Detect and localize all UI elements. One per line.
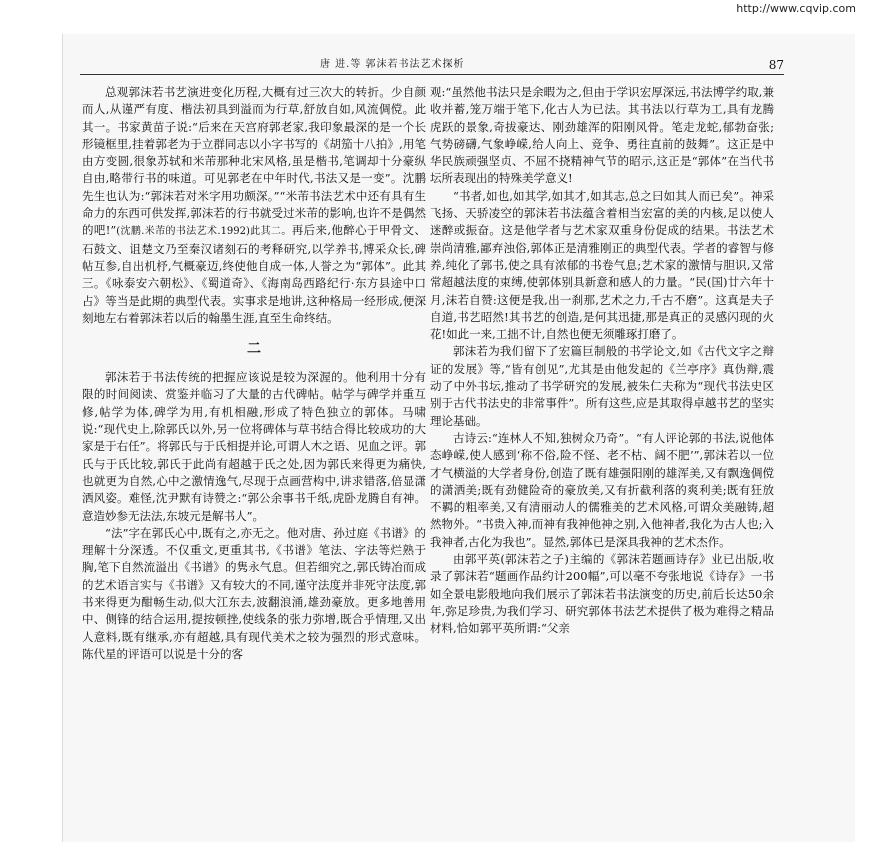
paragraph: 由郭平英(郭沫若之子)主编的《郭沫若题画诗存》业已出版,收录了郭沫若“题画作品约计200幅”,可以毫不夸张地说《诗存》一书如全景电影般地向我们展示了郭沫若书法演变的历史,前后长达50余年,弥足珍贵,为我们学习、研究郭体书法艺术提供了极为难得之精品材料,恰如郭平英所谓:“父亲 <box>430 552 774 636</box>
paragraph: 郭沫若为我们留下了宏篇巨制般的书学论文,如《古代文字之辩证的发展》等,“皆有创见”,尤其是由他发起的《兰亭序》真伪辩,震动了中外书坛,推动了书学研究的发展,被朱仁夫称为“现代书法史区别于古代书法史的非常事件”。所有这些,应是其取得卓越书艺的坚实理论基础。 <box>430 344 774 428</box>
page-number: 87 <box>768 58 784 72</box>
header-title: 唐 进.等 郭沫若书法艺术探析 <box>320 59 465 70</box>
paragraph: 古诗云:“连林人不知,独树众乃奇”。“有人评论郭的书法,说他体态峥嵘,使人感到‘称不俗,险不怪、老不枯、阔不肥’”,郭沫若以一位才气横溢的大学者身份,创造了既有雄强阳刚的雄浑美,又有飘逸倜傥的潇洒美;既有劲健险奇的豪放美,又有折截利落的爽利美;既有狂放不羁的粗率美,又有清丽动人的儒雅美的艺术风格,可谓众美融铸,超然物外。“书贵入神,而神有我神他神之别,入他神者,我化为古人也;入我神者,古化为我也”。显然,郭体已是深具我神的艺术杰作。 <box>430 430 774 549</box>
paragraph: 郭沫若于书法传统的把握应该说是较为深渥的。他利用十分有限的时间阅读、赏鉴并临习了大量的古代碑帖。帖学与碑学并重互修,帖学为体,碑学为用,有机相融,形成了特色独立的郭体。马啸说:“现代史上,除郭氏以外,另一位将碑体与草书结合得比较成功的大家是于右任”。将郭氏与于氏相提并论,可谓人木之语、见血之评。郭氏与于氏比较,郭氏于此尚有超越于氏之处,因为郭氏来得更为痛快,也就更为自然,心中之激情逸气,尽现于点画营构中,讲求错落,倍显潇洒风姿。难怪,沈尹默有诗赞之:“郭公余事书千纸,虎卧龙腾自有神。意造妙参无法法,东坡元是解书人”。 <box>82 370 426 523</box>
paragraph: 观:“虽然他书法只是余暇为之,但由于学识宏厚深远,书法博学约取,兼收并蓄,笼万端于笔下,化古人为已法。其书法以行草为工,具有龙腾虎跃的景象,奇拔豪达、刚劲雄浑的阳刚风骨。笔走龙蛇,郁勃奋张;气势磅礴,气象峥嵘,给人向上、竞争、勇往直前的鼓舞”。这正是中华民族顽强坚贞、不屈不挠精神气节的昭示,这正是“郭体”在当代书坛所表现出的特殊美学意义! <box>430 85 774 186</box>
paragraph-text: 总观郭沫若书艺演进变化历程,大概有过三次大的转折。少自颜而人,从谨严有度、楷法初具到溢而为行草,舒放自如,风流倜傥。此其一。书家黄苗子说:“后来在天宫府郭老家,我印象最深的是一个长形镜框里,挂着郭老为于立群同志以小字书写的《胡笳十八拍》,用笔由方变圆,很象苏轼和米芾那种北宋风格,虽是楷书,笔调却十分豪纵自由,略带行书的味道。可见郭老在中年时代,书法又是一变”。沈鹏先生也认为:“郭沫若对米字用功颇深。”“米芾书法艺术中还有具有生命力的东西可供发挥,郭沫若的行书就受过米芾的影响,也许不是偶然的吧!” <box>82 85 426 238</box>
running-header <box>80 58 784 75</box>
right-column <box>430 84 774 638</box>
paragraph <box>82 84 426 327</box>
paragraph: “书者,如也,如其学,如其才,如其志,总之曰如其人而已矣”。神采飞扬、天骄凌空的郭沫若书法蕴含着相当宏富的美的内核,足以使人迷醉或振奋。这是他学者与艺术家双重身份促成的结果。书法艺术崇尚清雅,鄙弃浊俗,郭体正是清雅刚正的典型代表。学者的睿智与修养,纯化了郭书,使之具有浓郁的书卷气息;艺术家的激情与胆识,又常常超越法度的束缚,使郭体别具新意和感人的力量。“民(国)廿六年十月,沫若自赞:这便是我,出一刹那,艺术之力,千古不磨”。这真是夫子自道,书艺昭然!其书艺的创造,是何其迅捷,那是真正的灵感闪现的火花!如此一来,工拙不计,自然也便无须雕琢打磨了。 <box>430 188 774 342</box>
paragraph-text: 再后来,他醉心于甲骨文、石鼓文、诅楚文乃至秦汉诸刻石的考释研究,以学养书,博采众长,碑帖互参,自出机杼,气概豪迈,终使他自成一体,人誉之为“郭体”。此其三。《咏泰安六朝松》、《蜀道奇》、《海南岛西路纪行·东方县途中口占》等当是此期的典型代表。实事求是地讲,这种格局一经形成,便深刻地左右着郭沫若以后的翰墨生涯,直至生命终结。 <box>82 223 427 325</box>
citation: (沈鹏.米芾的书法艺术.1992)此其二。 <box>116 226 292 238</box>
left-column <box>82 84 426 663</box>
site-url[interactable]: http://www.cqvip.com <box>736 2 856 15</box>
section-number: 二 <box>247 341 261 358</box>
paragraph: “法”字在郭氏心中,既有之,亦无之。他对唐、孙过庭《书谱》的理解十分深透。不仅重文,更重其书,《书谱》笔法、字法等烂熟于胸,笔下自然流溢出《书谱》的隽永气息。但若细究之,郭氏铸冶而成的艺术语言实与《书谱》又有较大的不同,谨守法度并非死守法度,郭书来得更为酣畅生动,似大江东去,波翻浪涌,雄劲豪放。更多地善用中、侧锋的结合运用,提按顿挫,使线条的张力弥增,既合乎情理,又出人意料,既有继承,亦有超越,具有现代美术之较为强烈的形式意味。陈代星的评语可以说是十分的客 <box>82 525 426 661</box>
